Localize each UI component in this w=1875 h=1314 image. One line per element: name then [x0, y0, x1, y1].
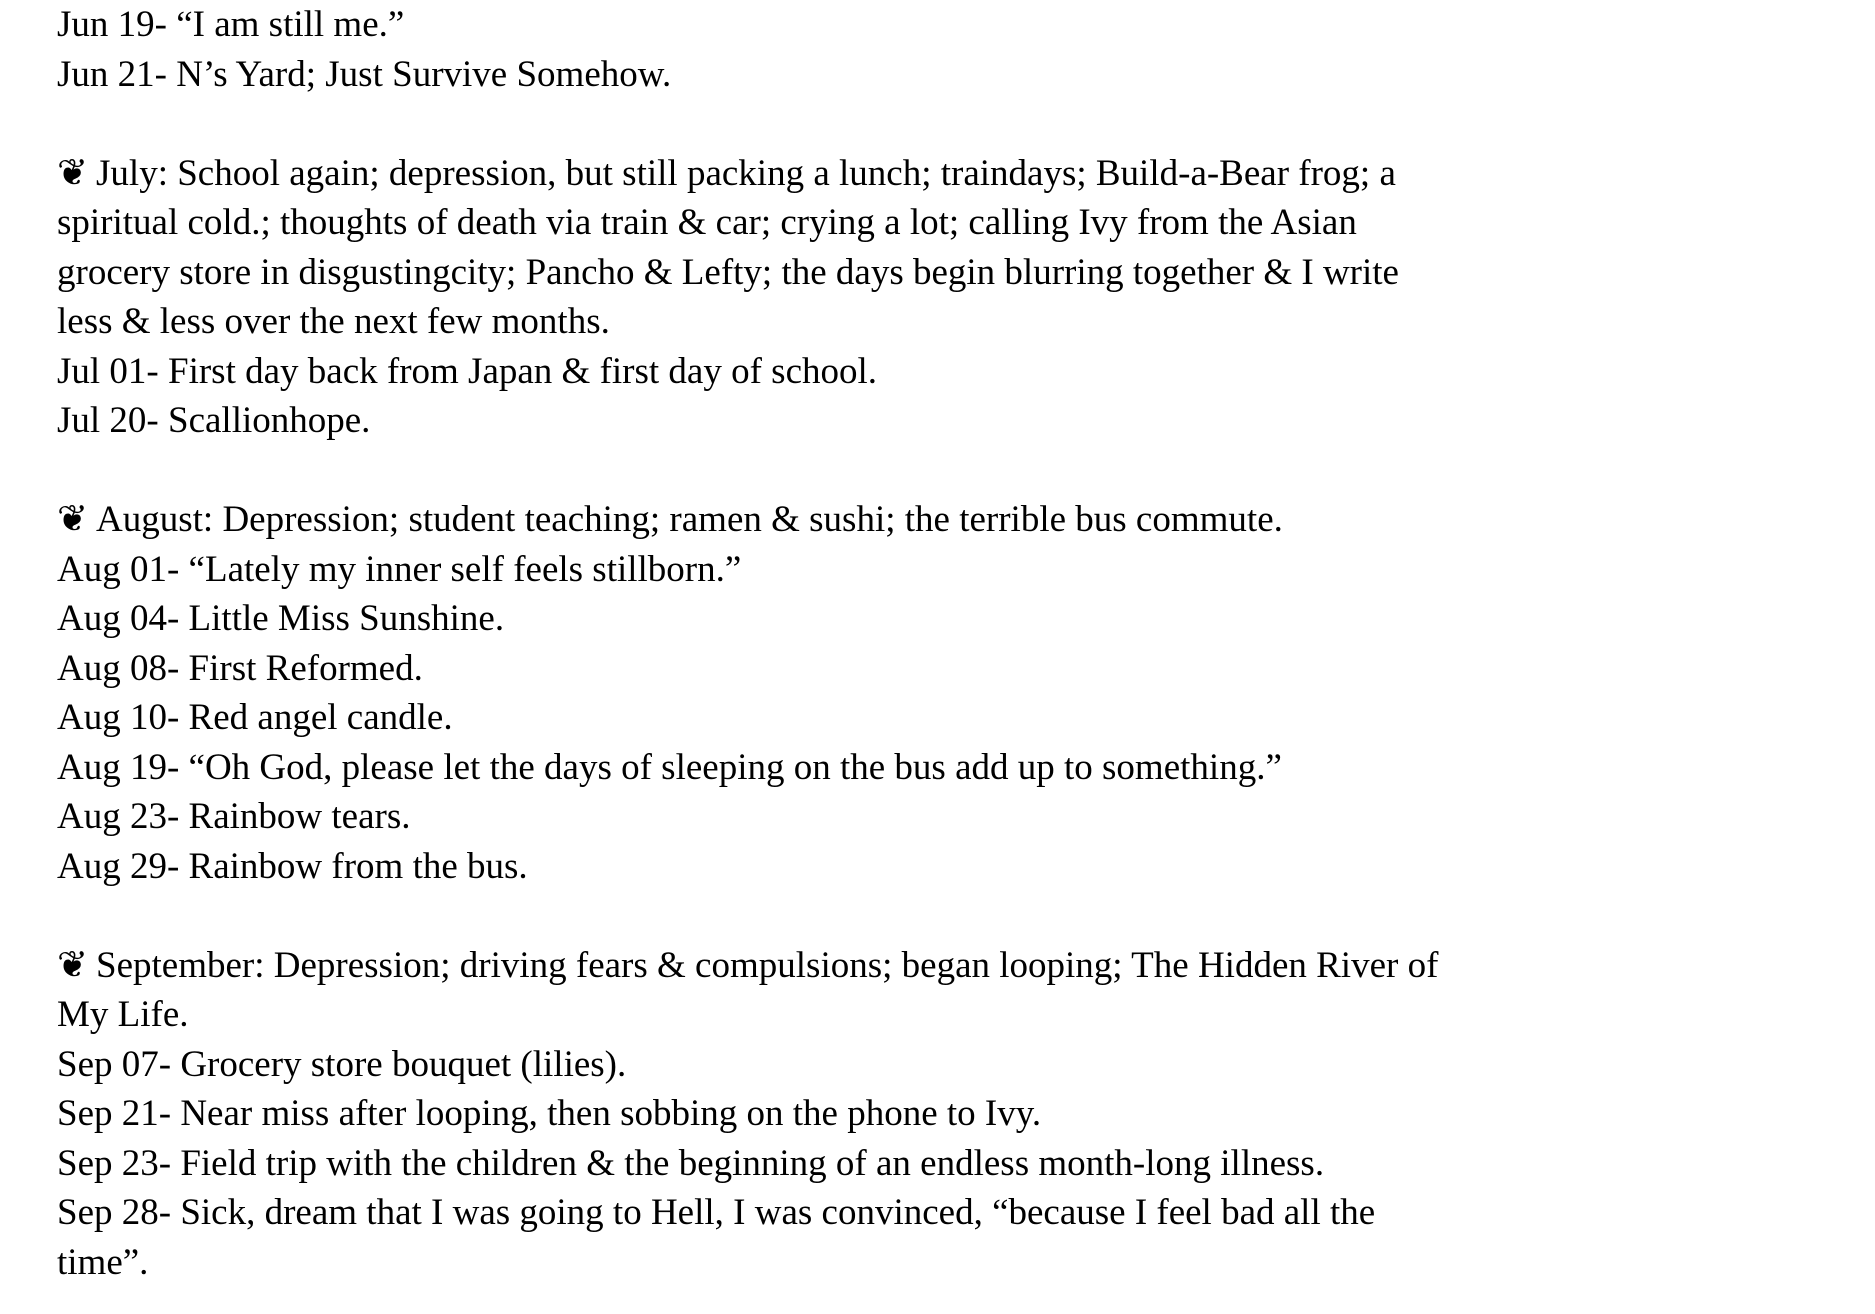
- journal-document: [57, 0, 1447, 1287]
- september-summary-text: September: Depression; driving fears & compulsions; began looping; The Hidden River of My Life.: [57, 944, 1439, 1035]
- fleuron-bullet-icon: ❦: [57, 499, 89, 540]
- entry-aug-19: Aug 19- “Oh God, please let the days of sleeping on the bus add up to something.”: [57, 746, 1282, 788]
- entry-aug-29: Aug 29- Rainbow from the bus.: [57, 845, 528, 887]
- section-spacer: [57, 99, 1447, 149]
- fleuron-bullet-icon: ❦: [57, 152, 89, 194]
- entry-sep-28: Sep 28- Sick, dream that I was going to Hell, I was convinced, “because I feel bad all the time”.: [57, 1192, 1376, 1283]
- entry-jul-01: Jul 01- First day back from Japan & first day of school.: [57, 350, 878, 392]
- entry-aug-23: Aug 23- Rainbow tears.: [57, 796, 411, 837]
- month-summary-august: [57, 495, 1447, 545]
- entry-aug-04: Aug 04- Little Miss Sunshine.: [57, 598, 505, 639]
- entry-jun-19: Jun 19- “I am still me.”: [57, 4, 405, 45]
- entry-sep-21: Sep 21- Near miss after looping, then sobbing on the phone to Ivy.: [57, 1093, 1042, 1134]
- august-summary-text: August: Depression; student teaching; ramen & sushi; the terrible bus commute.: [96, 499, 1283, 540]
- entry-aug-08: Aug 08- First Reformed.: [57, 647, 423, 689]
- fleuron-bullet-icon: ❦: [57, 944, 89, 986]
- entry-jun-21: Jun 21- N’s Yard; Just Survive Somehow.: [57, 53, 672, 95]
- entry-aug-10: Aug 10- Red angel candle.: [57, 697, 453, 738]
- entry-sep-07: Sep 07- Grocery store bouquet (lilies).: [57, 1043, 627, 1085]
- month-summary-july: [57, 149, 1447, 347]
- entry-jul-20: Jul 20- Scallionhope.: [57, 400, 371, 441]
- july-summary-text: July: School again; depression, but still packing a lunch; traindays; Build-a-Bear frog; a spiritual cold.; thoughts of death via train & car; crying a lot; calling Ivy from the Asian grocery store in disgustingcity; Pancho & Lefty; the days begin blurring together & I write less & less over the next few months.: [57, 152, 1399, 342]
- entry-aug-01: Aug 01- “Lately my inner self feels stillborn.”: [57, 548, 742, 590]
- entry-sep-23: Sep 23- Field trip with the children & the beginning of an endless month-long illness.: [57, 1142, 1325, 1184]
- month-summary-september: [57, 941, 1447, 1040]
- section-spacer: [57, 446, 1447, 496]
- section-spacer: [57, 891, 1447, 941]
